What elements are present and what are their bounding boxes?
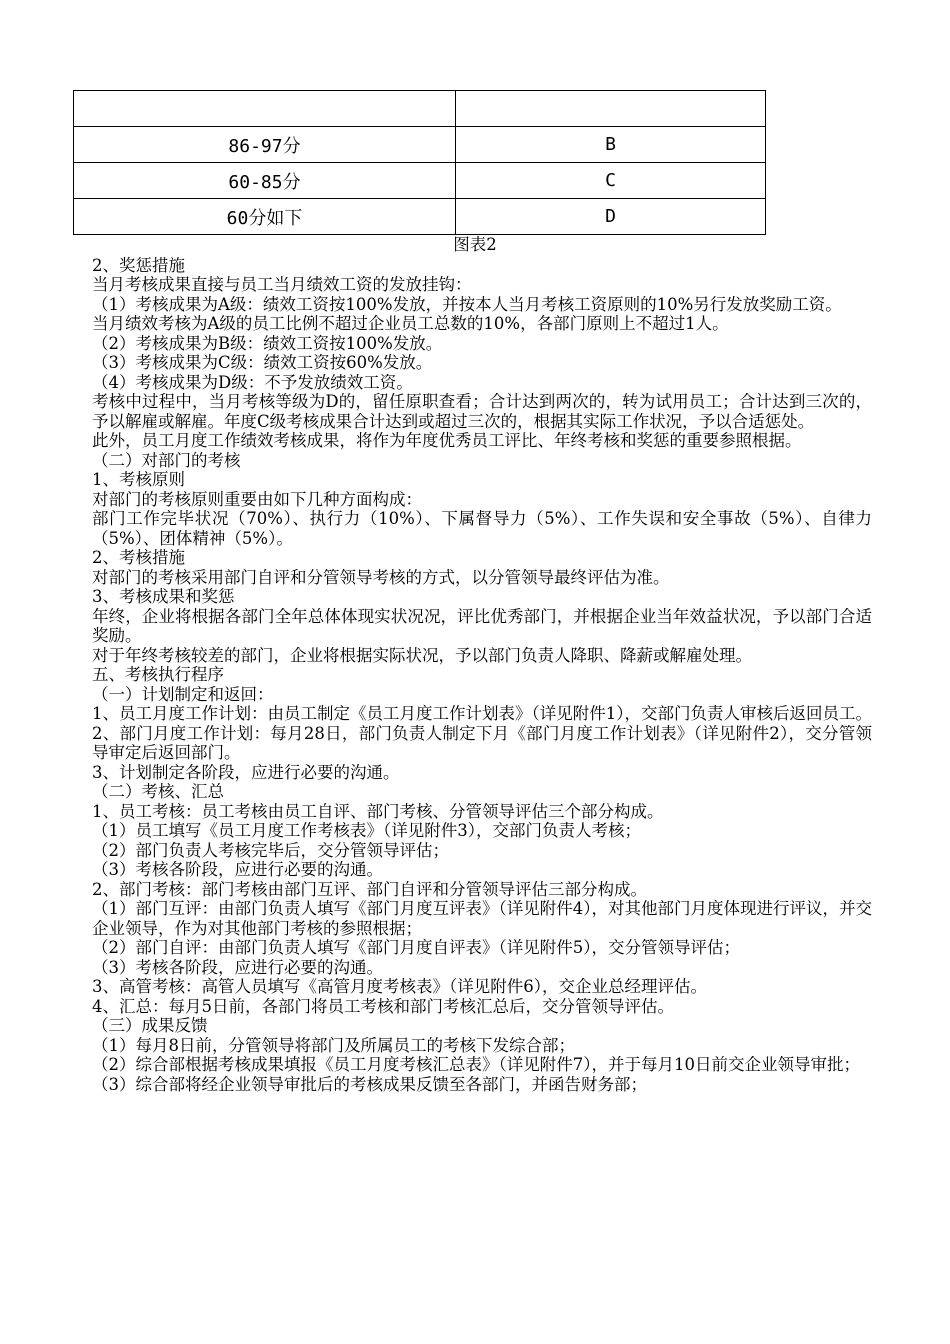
paragraph: 2、考核措施 <box>92 548 185 567</box>
grade-cell <box>456 91 766 127</box>
paragraph: 对部门的考核原则重要由如下几种方面构成： <box>92 489 422 509</box>
document-body <box>92 256 872 1095</box>
table-row <box>74 127 766 163</box>
paragraph: （4）考核成果为D级：不予发放绩效工资。 <box>92 372 413 392</box>
paragraph: 3、考核成果和奖惩 <box>92 587 235 606</box>
paragraph: 考核中过程中，当月考核等级为D的，留任原职查看；合计达到两次的，转为试用员工；合计达到三次的，予以解雇或解雇。年度C级考核成果合计达到或超过三次的，根据其实际工作状况，予以合适惩处。 <box>92 392 872 431</box>
paragraph: （1）部门互评：由部门负责人填写《部门月度互评表》（详见附件4），对其他部门月度体现进行评议，并交企业领导，作为对其他部门考核的参照根据； <box>92 899 872 938</box>
grade-table-body <box>74 91 766 235</box>
paragraph: 当月考核成果直接与员工当月绩效工资的发放挂钩： <box>92 275 472 294</box>
table-row <box>74 91 766 127</box>
paragraph: （3）考核各阶段，应进行必要的沟通。 <box>92 860 383 879</box>
grade-table <box>73 90 766 235</box>
paragraph: （2）部门自评：由部门负责人填写《部门月度自评表》（详见附件5），交分管领导评估； <box>92 938 740 957</box>
paragraph: 当月绩效考核为A级的员工比例不超过企业员工总数的10%，各部门原则上不超过1人。 <box>92 314 729 333</box>
paragraph: （1）员工填写《员工月度工作考核表》（详见附件3），交部门负责人考核； <box>92 821 641 840</box>
paragraph: 2、部门考核：部门考核由部门互评、部门自评和分管领导评估三部分构成。 <box>92 879 647 899</box>
paragraph: 年终，企业将根据各部门全年总体体现实状况况，评比优秀部门，并根据企业当年效益状况，予以部门合适奖励。 <box>92 606 872 645</box>
table-row <box>74 199 766 235</box>
paragraph: （3）考核各阶段，应进行必要的沟通。 <box>92 957 383 977</box>
score-range-cell: 60-85分 <box>74 163 456 199</box>
paragraph: 1、员工月度工作计划：由员工制定《员工月度工作计划表》（详见附件1），交部门负责人审核后返回员工。 <box>92 704 872 723</box>
paragraph: 3、高管考核：高管人员填写《高管月度考核表》（详见附件6），交企业总经理评估。 <box>92 977 707 996</box>
paragraph: （2）综合部根据考核成果填报《员工月度考核汇总表》（详见附件7），并于每月10日前交企业领导审批； <box>92 1055 860 1074</box>
grade-cell: B <box>456 127 766 163</box>
paragraph: （二）考核、汇总 <box>92 782 224 801</box>
paragraph: 3、计划制定各阶段，应进行必要的沟通。 <box>92 762 400 782</box>
paragraph: 五、考核执行程序 <box>92 665 224 684</box>
score-range-cell: 86-97分 <box>74 127 456 163</box>
grade-cell: C <box>456 163 766 199</box>
paragraph: 此外，员工月度工作绩效考核成果，将作为年度优秀员工评比、年终考核和奖惩的重要参照根据。 <box>92 431 802 450</box>
grade-cell: D <box>456 199 766 235</box>
paragraph: 对部门的考核采用部门自评和分管领导考核的方式，以分管领导最终评估为准。 <box>92 567 670 587</box>
paragraph: （1）每月8日前，分管领导将部门及所属员工的考核下发综合部； <box>92 1035 575 1055</box>
paragraph: 部门工作完毕状况（70%）、执行力（10%）、下属督导力（5%）、工作失误和安全事故（5%）、自律力（5%）、团体精神（5%）。 <box>92 509 872 548</box>
paragraph: （2）部门负责人考核完毕后，交分管领导评估； <box>92 840 449 860</box>
paragraph: （1）考核成果为A级：绩效工资按100%发放，并按本人当月考核工资原则的10%另行发放奖励工资。 <box>92 294 842 314</box>
table-row <box>74 163 766 199</box>
paragraph: 1、考核原则 <box>92 470 185 489</box>
paragraph: 对于年终考核较差的部门，企业将根据实际状况，予以部门负责人降职、降薪或解雇处理。 <box>92 645 752 665</box>
paragraph: 2、奖惩措施 <box>92 255 185 275</box>
paragraph: （3）综合部将经企业领导审批后的考核成果反馈至各部门，并函告财务部； <box>92 1074 647 1094</box>
paragraph: 1、员工考核：员工考核由员工自评、部门考核、分管领导评估三个部分构成。 <box>92 801 664 821</box>
paragraph: 2、部门月度工作计划：每月28日，部门负责人制定下月《部门月度工作计划表》（详见附件2），交分管领导审定后返回部门。 <box>92 723 872 762</box>
figure-caption: 图表2 <box>453 235 497 254</box>
paragraph: （一）计划制定和返回： <box>92 684 274 704</box>
score-range-cell <box>74 91 456 127</box>
paragraph: （3）考核成果为C级：绩效工资按60%发放。 <box>92 353 433 372</box>
paragraph: （三）成果反馈 <box>92 1016 208 1035</box>
paragraph: （2）考核成果为B级：绩效工资按100%发放。 <box>92 333 443 353</box>
paragraph: （二）对部门的考核 <box>92 450 241 470</box>
score-range-cell: 60分如下 <box>74 199 456 235</box>
paragraph: 4、汇总：每月5日前，各部门将员工考核和部门考核汇总后，交分管领导评估。 <box>92 996 674 1016</box>
